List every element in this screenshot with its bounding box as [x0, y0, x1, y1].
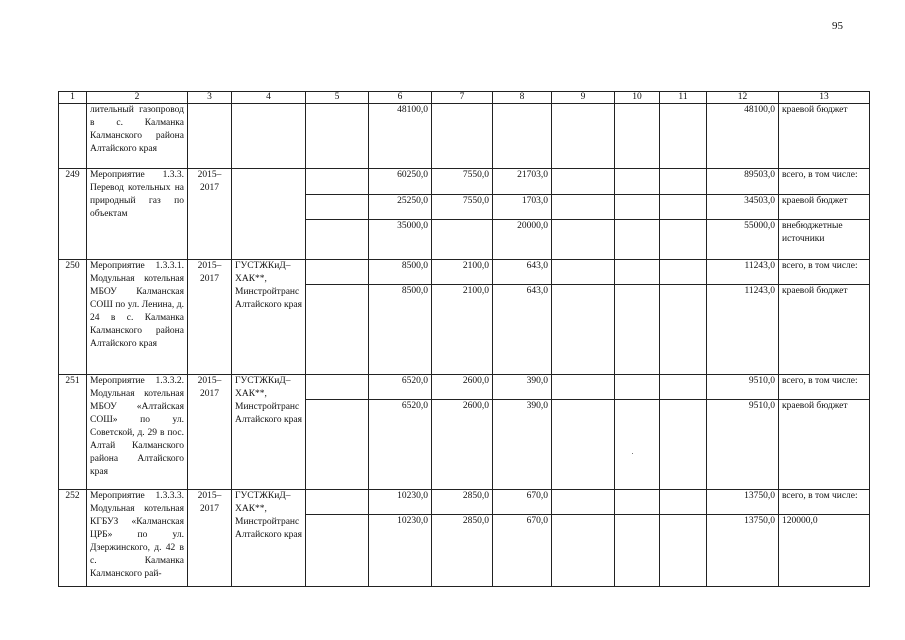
- col7-cell: 7550,0: [432, 169, 493, 195]
- col5-cell: [306, 104, 369, 169]
- col7-cell: 2100,0: [432, 285, 493, 375]
- header-row: [59, 92, 870, 104]
- source-cell: всего, в том числе:: [779, 375, 870, 400]
- col9-cell: [552, 515, 615, 587]
- source-cell: всего, в том числе:: [779, 260, 870, 285]
- col8-cell: 670,0: [493, 515, 552, 587]
- column-header: 9: [552, 92, 615, 104]
- row-number-cell: [59, 104, 87, 169]
- col11-cell: [660, 285, 707, 375]
- col10-cell: [615, 104, 660, 169]
- col5-cell: [306, 285, 369, 375]
- col11-cell: [660, 195, 707, 220]
- column-header: 1: [59, 92, 87, 104]
- col11-cell: [660, 104, 707, 169]
- source-cell: краевой бюджет: [779, 104, 870, 169]
- row-number-cell: 251: [59, 375, 87, 490]
- col5-cell: [306, 515, 369, 587]
- col12-cell: 11243,0: [707, 285, 779, 375]
- col6-cell: 60250,0: [369, 169, 432, 195]
- executor-cell: [232, 104, 306, 169]
- source-cell: всего, в том числе:: [779, 169, 870, 195]
- col11-cell: [660, 490, 707, 515]
- source-cell: краевой бюджет: [779, 285, 870, 375]
- col7-cell: 2600,0: [432, 375, 493, 400]
- col12-cell: 13750,0: [707, 515, 779, 587]
- col9-cell: [552, 104, 615, 169]
- period-cell: 2015–2017: [188, 260, 232, 375]
- budget-table: [58, 91, 870, 587]
- col9-cell: [552, 375, 615, 400]
- col12-cell: 11243,0: [707, 260, 779, 285]
- col5-cell: [306, 169, 369, 195]
- period-cell: 2015–2017: [188, 375, 232, 490]
- col8-cell: 21703,0: [493, 169, 552, 195]
- source-cell: краевой бюджет: [779, 400, 870, 490]
- col8-cell: 670,0: [493, 490, 552, 515]
- column-header: 10: [615, 92, 660, 104]
- col12-cell: 89503,0: [707, 169, 779, 195]
- col6-cell: 6520,0: [369, 375, 432, 400]
- col7-cell: 2850,0: [432, 490, 493, 515]
- scan-speck: [632, 453, 633, 454]
- measure-name-cell: Мероприятие 1.3.3.2. Модульная котельная МБОУ «Алтайская СОШ» по ул. Советской, д. 29 в пос. Алтай Калманского района Алтайского края: [87, 375, 188, 490]
- col7-cell: 2600,0: [432, 400, 493, 490]
- executor-cell: [232, 169, 306, 260]
- col10-cell: [615, 515, 660, 587]
- col6-cell: 35000,0: [369, 220, 432, 260]
- col12-cell: 55000,0: [707, 220, 779, 260]
- column-header: 6: [369, 92, 432, 104]
- table-row-continuation: [59, 104, 870, 169]
- col9-cell: [552, 260, 615, 285]
- source-cell: краевой бюджет: [779, 195, 870, 220]
- col11-cell: [660, 515, 707, 587]
- col6-cell: 10230,0: [369, 515, 432, 587]
- col9-cell: [552, 220, 615, 260]
- col7-cell: 7550,0: [432, 195, 493, 220]
- executor-cell: ГУСТЖКиД–ХАК**, Минстройтранс Алтайского края: [232, 490, 306, 587]
- col12-cell: 9510,0: [707, 400, 779, 490]
- col12-cell: 34503,0: [707, 195, 779, 220]
- table-row: [59, 260, 870, 285]
- col11-cell: [660, 400, 707, 490]
- col6-cell: 48100,0: [369, 104, 432, 169]
- col10-cell: [615, 285, 660, 375]
- period-cell: [188, 104, 232, 169]
- col11-cell: [660, 260, 707, 285]
- col8-cell: 20000,0: [493, 220, 552, 260]
- period-cell: 2015–2017: [188, 490, 232, 587]
- column-header: 7: [432, 92, 493, 104]
- measure-name-cell: Мероприятие 1.3.3.3. Модульная котельная КГБУЗ «Калманская ЦРБ» по ул. Дзержинского, д. 42 в с. Калманка Калманского рай-: [87, 490, 188, 587]
- col8-cell: 390,0: [493, 400, 552, 490]
- col9-cell: [552, 169, 615, 195]
- measure-name-cell: Мероприятие 1.3.3. Перевод котельных на природный газ по объектам: [87, 169, 188, 260]
- col6-cell: 8500,0: [369, 260, 432, 285]
- col6-cell: 25250,0: [369, 195, 432, 220]
- column-header: 4: [232, 92, 306, 104]
- col9-cell: [552, 285, 615, 375]
- col9-cell: [552, 400, 615, 490]
- table-row: [59, 169, 870, 195]
- column-header: 11: [660, 92, 707, 104]
- column-header: 5: [306, 92, 369, 104]
- measure-name-cell: Мероприятие 1.3.3.1. Модульная котельная МБОУ Калманская СОШ по ул. Ленина, д. 24 в с. Калманка Калманского района Алтайского края: [87, 260, 188, 375]
- row-number-cell: 250: [59, 260, 87, 375]
- measure-name-cell: лительный газопровод в с. Калманка Калманского района Алтайского края: [87, 104, 188, 169]
- col8-cell: [493, 104, 552, 169]
- table-row: [59, 490, 870, 515]
- col7-cell: [432, 220, 493, 260]
- col9-cell: [552, 490, 615, 515]
- col12-cell: 9510,0: [707, 375, 779, 400]
- column-header: 13: [779, 92, 870, 104]
- col10-cell: [615, 195, 660, 220]
- col7-cell: 2850,0: [432, 515, 493, 587]
- col5-cell: [306, 195, 369, 220]
- column-header: 8: [493, 92, 552, 104]
- col8-cell: 1703,0: [493, 195, 552, 220]
- col8-cell: 643,0: [493, 260, 552, 285]
- col5-cell: [306, 490, 369, 515]
- source-cell: всего, в том числе:: [779, 490, 870, 515]
- col5-cell: [306, 375, 369, 400]
- executor-cell: ГУСТЖКиД–ХАК**, Минстройтранс Алтайского края: [232, 375, 306, 490]
- col11-cell: [660, 220, 707, 260]
- col5-cell: [306, 260, 369, 285]
- column-header: 12: [707, 92, 779, 104]
- col6-cell: 10230,0: [369, 490, 432, 515]
- period-cell: 2015–2017: [188, 169, 232, 260]
- col5-cell: [306, 400, 369, 490]
- col10-cell: [615, 400, 660, 490]
- column-header: 3: [188, 92, 232, 104]
- row-number-cell: 252: [59, 490, 87, 587]
- col12-cell: 13750,0: [707, 490, 779, 515]
- col8-cell: 643,0: [493, 285, 552, 375]
- col10-cell: [615, 220, 660, 260]
- table-row: [59, 375, 870, 400]
- col11-cell: [660, 375, 707, 400]
- executor-cell: ГУСТЖКиД–ХАК**, Минстройтранс Алтайского края: [232, 260, 306, 375]
- col12-cell: 48100,0: [707, 104, 779, 169]
- col10-cell: [615, 169, 660, 195]
- col11-cell: [660, 169, 707, 195]
- col7-cell: 2100,0: [432, 260, 493, 285]
- col10-cell: [615, 375, 660, 400]
- source-cell: внебюджетные источники: [779, 220, 870, 260]
- col6-cell: 6520,0: [369, 400, 432, 490]
- col8-cell: 390,0: [493, 375, 552, 400]
- page-number: 95: [832, 20, 843, 32]
- col10-cell: [615, 490, 660, 515]
- col9-cell: [552, 195, 615, 220]
- source-cell: 120000,0: [779, 515, 870, 587]
- row-number-cell: 249: [59, 169, 87, 260]
- col6-cell: 8500,0: [369, 285, 432, 375]
- column-header: 2: [87, 92, 188, 104]
- col7-cell: [432, 104, 493, 169]
- col5-cell: [306, 220, 369, 260]
- col10-cell: [615, 260, 660, 285]
